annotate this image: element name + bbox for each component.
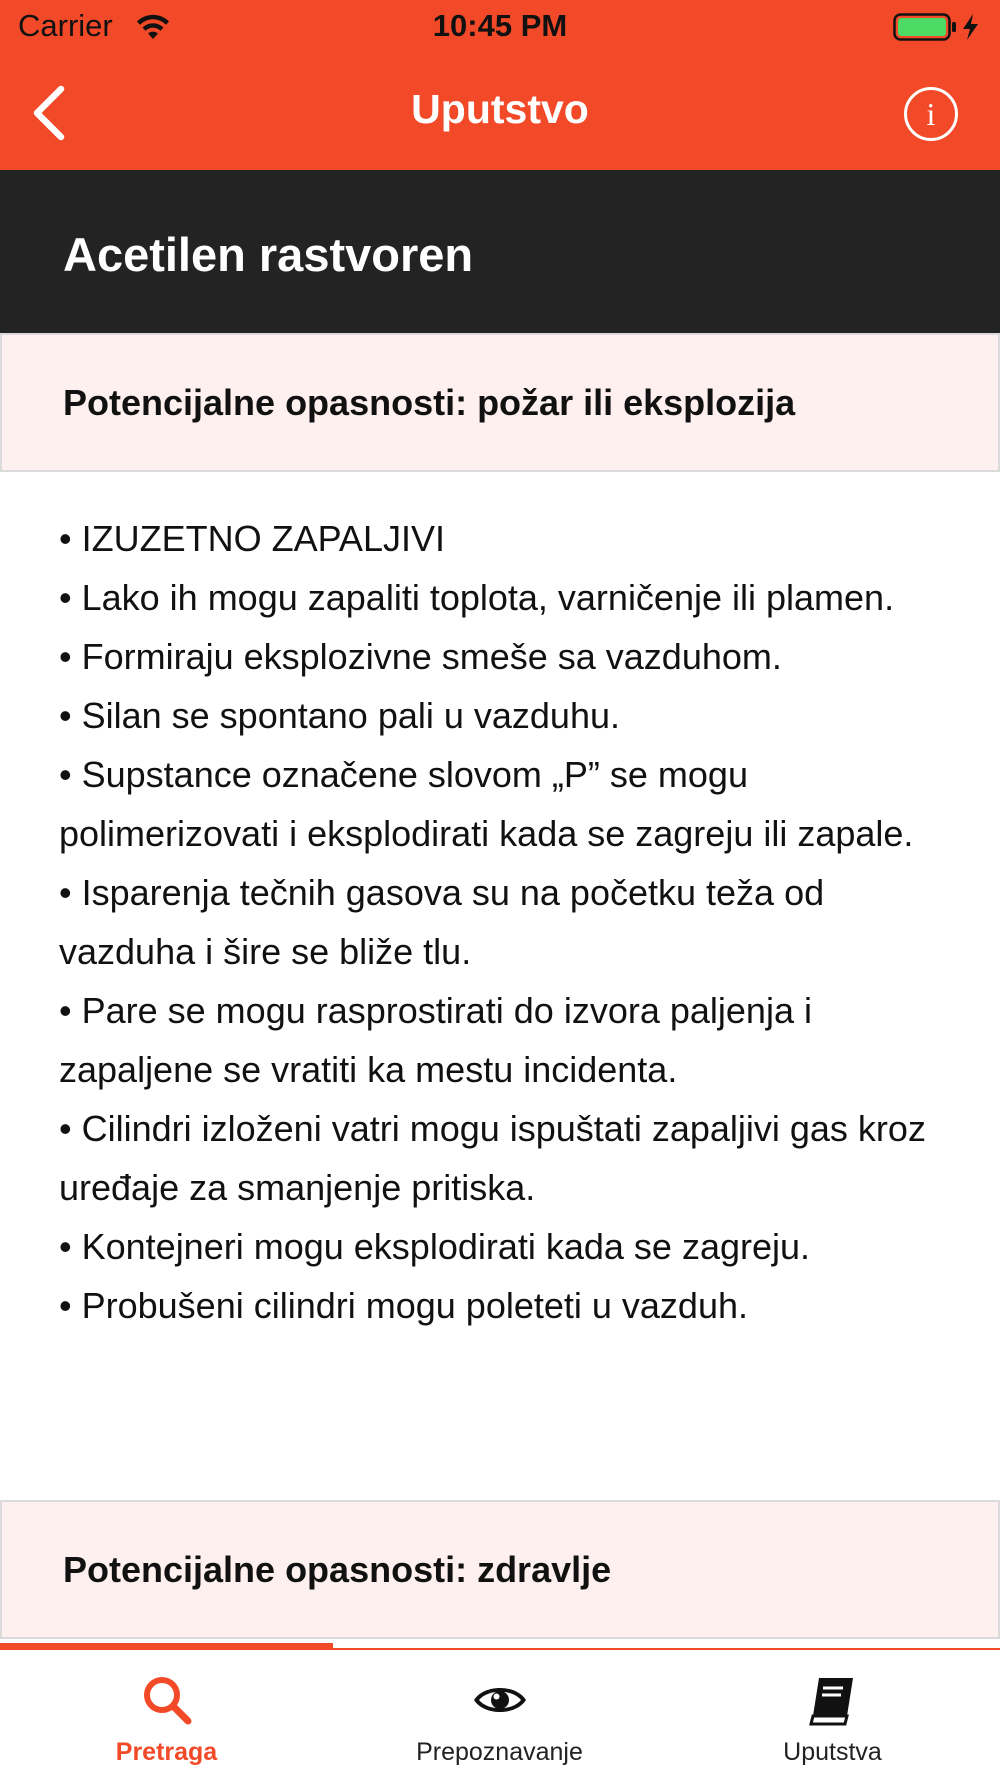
tab-label: Pretraga bbox=[115, 1738, 218, 1766]
eye-icon bbox=[472, 1672, 528, 1728]
section-header-fire-explosion[interactable] bbox=[0, 333, 1000, 472]
status-bar bbox=[0, 0, 1000, 56]
tab-label: Prepoznavanje bbox=[416, 1738, 583, 1766]
title-band bbox=[0, 170, 1000, 333]
info-button[interactable] bbox=[904, 87, 958, 141]
tab-prepoznavanje[interactable] bbox=[333, 1650, 666, 1778]
selected-tab-indicator bbox=[0, 1643, 333, 1650]
list-item: • Supstance označene slovom „P” se mogu polimerizovati i eksplodirati kada se zagreju ili zapale. bbox=[59, 745, 959, 863]
tab-uputstva[interactable] bbox=[666, 1650, 999, 1778]
tab-bar bbox=[0, 1648, 1000, 1778]
info-circle-icon: i bbox=[926, 95, 936, 132]
carrier-label: Carrier bbox=[18, 8, 113, 43]
top-bar bbox=[0, 0, 1000, 170]
tab-label: Uputstva bbox=[783, 1738, 882, 1766]
list-item: • Silan se spontano pali u vazduhu. bbox=[59, 686, 959, 745]
hazard-list bbox=[59, 509, 959, 1335]
list-item: • Isparenja tečnih gasova su na početku teža od vazduha i šire se bliže tlu. bbox=[59, 863, 959, 981]
section-header-health[interactable] bbox=[0, 1500, 1000, 1639]
search-icon bbox=[139, 1672, 195, 1728]
list-item: • Kontejneri mogu eksplodirati kada se zagreju. bbox=[59, 1217, 959, 1276]
list-item: • IZUZETNO ZAPALJIVI bbox=[59, 509, 959, 568]
list-item: • Lako ih mogu zapaliti toplota, varničenje ili plamen. bbox=[59, 568, 959, 627]
list-item: • Probušeni cilindri mogu poleteti u vazduh. bbox=[59, 1276, 959, 1335]
book-icon bbox=[805, 1672, 861, 1728]
list-item: • Formiraju eksplozivne smeše sa vazduhom. bbox=[59, 627, 959, 686]
list-item: • Cilindri izloženi vatri mogu ispuštati zapaljivi gas kroz uređaje za smanjenje pritiska. bbox=[59, 1099, 959, 1217]
section-title: Potencijalne opasnosti: zdravlje bbox=[63, 1549, 612, 1590]
tab-pretraga[interactable] bbox=[0, 1650, 333, 1778]
page-title: Acetilen rastvoren bbox=[63, 228, 474, 281]
list-item: • Pare se mogu rasprostirati do izvora paljenja i zapaljene se vratiti ka mestu incidenta. bbox=[59, 981, 959, 1099]
section-title: Potencijalne opasnosti: požar ili eksplozija bbox=[63, 382, 796, 423]
navigation-bar bbox=[0, 56, 1000, 170]
status-time: 10:45 PM bbox=[432, 8, 568, 43]
nav-title: Uputstvo bbox=[411, 86, 589, 132]
battery-charging-icon bbox=[893, 12, 993, 42]
